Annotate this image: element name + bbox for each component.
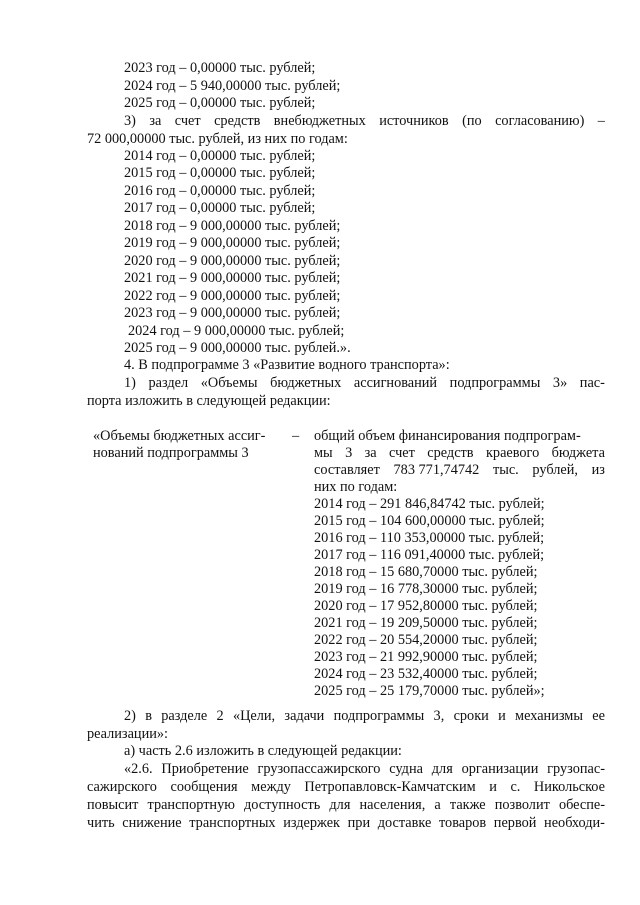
table-year-line: 2015 год – 104 600,00000 тыс. рублей; (314, 513, 545, 529)
year-line: 2015 год – 0,00000 тыс. рублей; (124, 165, 316, 182)
word: грузопас- (547, 761, 605, 777)
word: сажирского (87, 779, 157, 795)
quote-line4 (87, 815, 605, 832)
word: и (489, 779, 497, 795)
word: судна (389, 761, 423, 777)
word: механизмы (515, 708, 583, 724)
word: из (591, 462, 605, 478)
year-line: 2021 год – 9 000,00000 тыс. рублей; (124, 270, 341, 287)
word: бюджетных (270, 375, 342, 391)
table-right-line (314, 445, 605, 462)
year-line: 2024 год – 5 940,00000 тыс. рублей; (124, 78, 341, 94)
item3-line2: 72 000,00000 тыс. рублей, из них по годам: (87, 131, 348, 147)
word: подпрограммы (449, 375, 541, 391)
point4-1-line1 (124, 375, 605, 392)
word: (по (462, 113, 482, 129)
quote-line2 (87, 779, 605, 796)
word: 3, (433, 708, 445, 724)
word: доставке (377, 815, 432, 831)
word: ее (592, 708, 605, 724)
point4-2a: а) часть 2.6 изложить в следующей редакции: (124, 743, 402, 759)
word: в (145, 708, 152, 724)
year-line: 2025 год – 9 000,00000 тыс. рублей.». (124, 339, 351, 356)
word: обеспе- (558, 797, 605, 813)
year-line: 2016 год – 0,00000 тыс. рублей; (124, 182, 316, 199)
word: 3) (124, 113, 136, 129)
table-year-line: 2017 год – 116 091,40000 тыс. рублей; (314, 547, 545, 563)
table-year-line: 2014 год – 291 846,84742 тыс. рублей; (314, 496, 545, 512)
word: 3 (345, 445, 353, 461)
word: повысит (87, 797, 139, 813)
word: Петропавловск-Камчатским (304, 779, 476, 795)
word: внебюджетных (273, 113, 366, 129)
word: населения, (359, 797, 426, 813)
word: задачи (284, 708, 325, 724)
word: 3» (552, 375, 568, 391)
year-line: 2017 год – 0,00000 тыс. рублей; (124, 200, 316, 217)
word: счет (389, 445, 415, 461)
word: согласованию) (495, 113, 585, 129)
table-year-line: 2019 год – 16 778,30000 тыс. рублей; (314, 581, 538, 597)
word: снижение (122, 815, 182, 831)
word: раздел (148, 375, 189, 391)
year-line: 2023 год – 9 000,00000 тыс. рублей; (124, 305, 341, 322)
quote-line3 (87, 797, 605, 814)
word: между (251, 779, 291, 795)
word: Никольское (533, 779, 605, 795)
table-left-line: нований подпрограммы 3 (93, 445, 249, 461)
word: пас- (579, 375, 605, 391)
table-left-line: «Объемы бюджетных ассиг- (93, 428, 266, 444)
word: «Цели, (232, 708, 276, 724)
word: и (498, 708, 506, 724)
word: составляет (314, 462, 380, 478)
year-line: 2014 год – 0,00000 тыс. рублей; (124, 148, 316, 164)
point4-2-line2: реализации»: (87, 726, 168, 742)
word: чить (87, 815, 115, 831)
word: также (449, 797, 486, 813)
word: мы (314, 445, 333, 461)
table-year-line: 2023 год – 21 992,90000 тыс. рублей; (314, 649, 538, 665)
table-year-line: 2018 год – 15 680,70000 тыс. рублей; (314, 564, 538, 580)
word: рублей, (532, 462, 578, 478)
word: необходи- (544, 815, 605, 831)
word: с. (510, 779, 521, 795)
point4-1-line2: порта изложить в следующей редакции: (87, 393, 331, 409)
point4-2-line1 (124, 708, 605, 725)
table-right-line: общий объем финансирования подпрограм- (314, 428, 581, 444)
year-line: 2020 год – 9 000,00000 тыс. рублей; (124, 252, 341, 269)
word: ассигнований (353, 375, 438, 391)
table-year-line: 2025 год – 25 179,70000 тыс. рублей»; (314, 683, 545, 699)
word: за (364, 445, 377, 461)
word: для (329, 797, 351, 813)
word: 1) (124, 375, 136, 391)
word: бюджета (551, 445, 605, 461)
word: сроки (453, 708, 489, 724)
table-years-list (314, 496, 605, 700)
word: для (431, 761, 453, 777)
table-year-line: 2016 год – 110 353,00000 тыс. рублей; (314, 530, 545, 546)
word: сообщения (170, 779, 238, 795)
word: при (347, 815, 371, 831)
word: транспортных (189, 815, 276, 831)
word: источников (379, 113, 449, 129)
word: 2) (124, 708, 136, 724)
word: – (597, 113, 605, 129)
table-dash: – (292, 428, 300, 444)
word: разделе (161, 708, 208, 724)
table-right-line: них по годам: (314, 479, 398, 495)
year-line: 2019 год – 9 000,00000 тыс. рублей; (124, 235, 341, 252)
word: средств (214, 113, 261, 129)
year-line: 2022 год – 9 000,00000 тыс. рублей; (124, 287, 341, 304)
word: доступность (244, 797, 321, 813)
table-year-line: 2024 год – 23 532,40000 тыс. рублей; (314, 666, 538, 682)
table-right-cell (314, 428, 605, 700)
word: Приобретение (161, 761, 249, 777)
word: средств (427, 445, 474, 461)
word: а (434, 797, 441, 813)
word: 783 771,74742 (393, 462, 480, 478)
word: издержек (283, 815, 341, 831)
word: тыс. (492, 462, 519, 478)
table-year-line: 2020 год – 17 952,80000 тыс. рублей; (314, 598, 538, 614)
word: «Объемы (200, 375, 258, 391)
table-left-cell (93, 428, 283, 462)
word: товаров (438, 815, 487, 831)
word: первой (493, 815, 537, 831)
word: 2 (216, 708, 224, 724)
word: организации (461, 761, 539, 777)
word: «2.6. (124, 761, 153, 777)
table-right-line (314, 462, 605, 479)
word: подпрограммы (333, 708, 425, 724)
year-line: 2024 год – 9 000,00000 тыс. рублей; (128, 322, 345, 339)
word: за (149, 113, 162, 129)
year-line: 2025 год – 0,00000 тыс. рублей; (124, 95, 316, 111)
year-line: 2018 год – 9 000,00000 тыс. рублей; (124, 217, 341, 234)
word: транспортную (147, 797, 235, 813)
word: позволит (494, 797, 550, 813)
word: краевого (485, 445, 540, 461)
word: грузопассажирского (257, 761, 381, 777)
word: счет (174, 113, 201, 129)
table-year-line: 2021 год – 19 209,50000 тыс. рублей; (314, 615, 538, 631)
year-line: 2023 год – 0,00000 тыс. рублей; (124, 60, 316, 76)
quote-line1 (124, 761, 605, 778)
table-year-line: 2022 год – 20 554,20000 тыс. рублей; (314, 632, 538, 648)
item3-line1 (124, 113, 605, 130)
point4-heading: 4. В подпрограмме 3 «Развитие водного транспорта»: (124, 357, 450, 373)
